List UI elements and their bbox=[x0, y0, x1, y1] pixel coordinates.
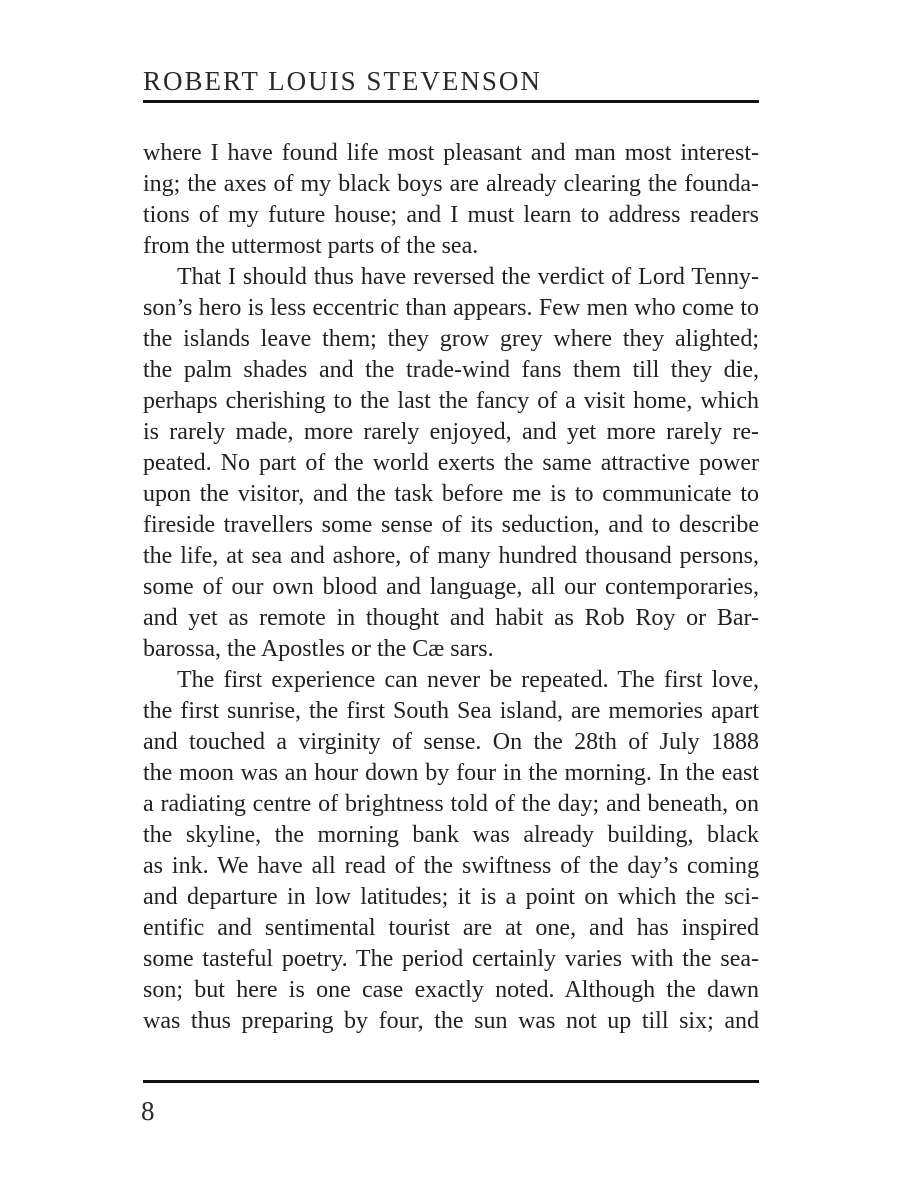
text-line: son; but here is one case exactly noted. Although the dawn bbox=[143, 977, 759, 1003]
text-line: peated. No part of the world exerts the same attractive power bbox=[143, 450, 759, 476]
text-line: son’s hero is less eccentric than appears. Few men who come to bbox=[143, 295, 759, 321]
text-line: perhaps cherishing to the last the fancy of a visit home, which bbox=[143, 388, 759, 414]
text-line: the life, at sea and ashore, of many hundred thousand persons, bbox=[143, 543, 759, 569]
header-rule bbox=[143, 100, 759, 103]
text-line: and touched a virginity of sense. On the 28th of July 1888 bbox=[143, 729, 759, 755]
text-line: That I should thus have reversed the verdict of Lord Tenny- bbox=[177, 264, 759, 290]
text-line: the first sunrise, the first South Sea island, are memories apart bbox=[143, 698, 759, 724]
text-line: ing; the axes of my black boys are already clearing the founda- bbox=[143, 171, 759, 197]
running-head: ROBERT LOUIS STEVENSON bbox=[143, 66, 542, 96]
text-line: fireside travellers some sense of its seduction, and to describe bbox=[143, 512, 759, 538]
text-line: is rarely made, more rarely enjoyed, and yet more rarely re- bbox=[143, 419, 759, 445]
text-line: barossa, the Apostles or the Cæ sars. bbox=[143, 636, 494, 662]
text-line: was thus preparing by four, the sun was not up till six; and bbox=[143, 1008, 759, 1034]
text-line: the palm shades and the trade-wind fans them till they die, bbox=[143, 357, 759, 383]
text-line: where I have found life most pleasant and man most interest- bbox=[143, 140, 759, 166]
footer-rule bbox=[143, 1080, 759, 1083]
text-line: and departure in low latitudes; it is a point on which the sci- bbox=[143, 884, 759, 910]
text-line: a radiating centre of brightness told of the day; and beneath, on bbox=[143, 791, 759, 817]
text-line: from the uttermost parts of the sea. bbox=[143, 233, 479, 259]
text-line: as ink. We have all read of the swiftness of the day’s coming bbox=[143, 853, 759, 879]
text-line: the moon was an hour down by four in the morning. In the east bbox=[143, 760, 759, 786]
text-line: and yet as remote in thought and habit as Rob Roy or Bar- bbox=[143, 605, 759, 631]
text-line: entific and sentimental tourist are at one, and has inspired bbox=[143, 915, 759, 941]
text-line: upon the visitor, and the task before me is to communicate to bbox=[143, 481, 759, 507]
text-line: tions of my future house; and I must learn to address readers bbox=[143, 202, 759, 228]
text-line: some of our own blood and language, all our contemporaries, bbox=[143, 574, 759, 600]
text-line: some tasteful poetry. The period certainly varies with the sea- bbox=[143, 946, 759, 972]
text-line: The first experience can never be repeated. The first love, bbox=[177, 667, 759, 693]
body-text bbox=[143, 138, 759, 1037]
page-number: 8 bbox=[141, 1096, 155, 1126]
text-line: the skyline, the morning bank was already building, black bbox=[143, 822, 759, 848]
text-line: the islands leave them; they grow grey where they alighted; bbox=[143, 326, 759, 352]
